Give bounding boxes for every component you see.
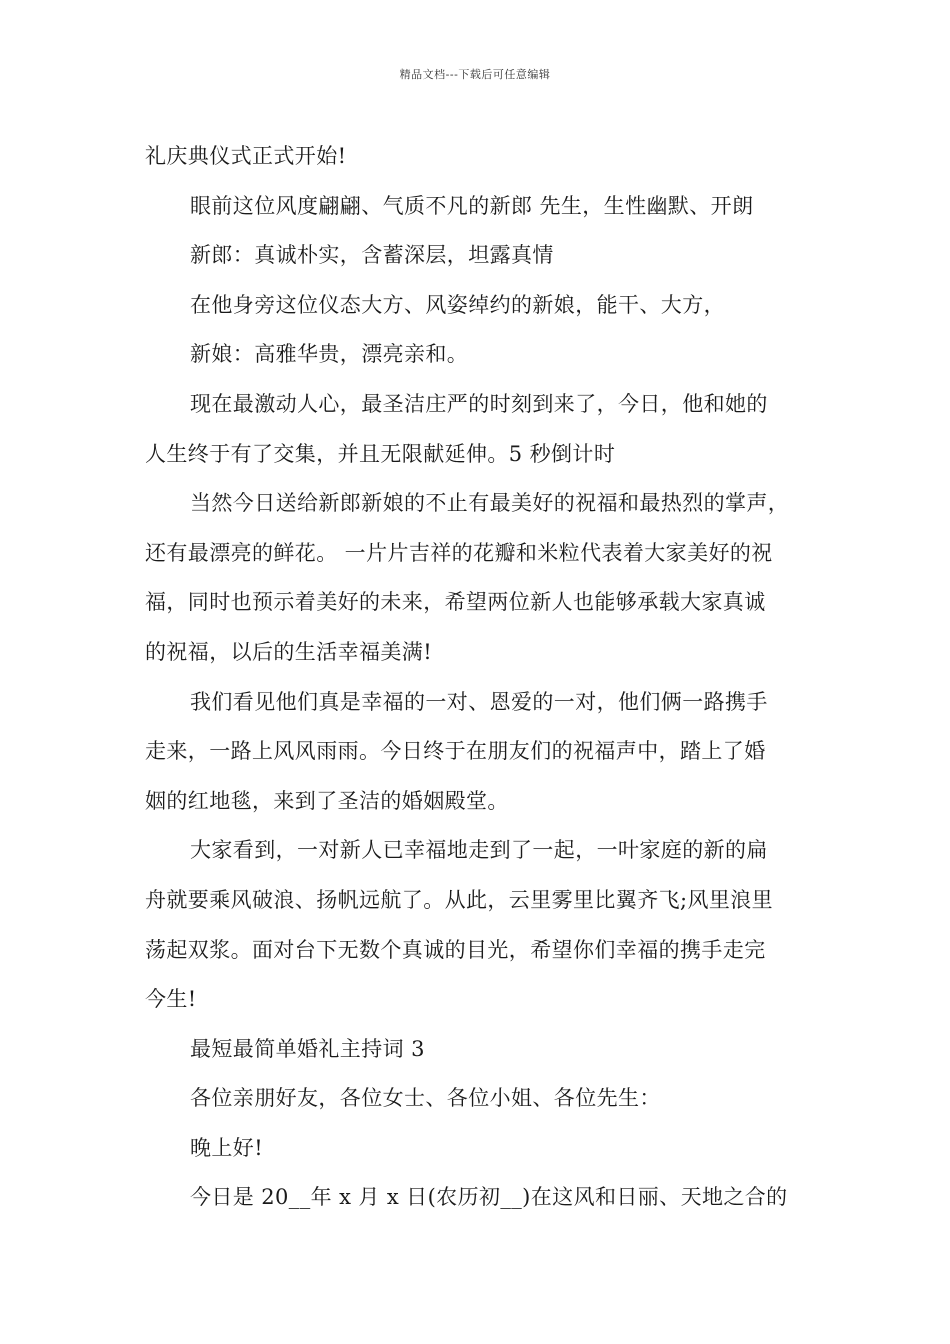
text-line: 晚上好! xyxy=(190,1135,264,1160)
text-line: 现在最激动人心，最圣洁庄严的时刻到来了，今日，他和她的 xyxy=(190,391,768,416)
text-line: 福，同时也预示着美好的未来，希望两位新人也能够承载大家真诚 xyxy=(145,590,766,615)
text-line: 还有最漂亮的鲜花。 一片片吉祥的花瓣和米粒代表着大家美好的祝 xyxy=(145,540,773,565)
text-line: 各位亲朋好友，各位女士、各位小姐、各位先生： xyxy=(190,1086,661,1111)
text-line: 荡起双浆。面对台下无数个真诚的目光，希望你们幸福的携手走完 xyxy=(145,937,766,962)
text-line: 人生终于有了交集，并且无限献延伸。5 秒倒计时 xyxy=(145,441,616,466)
text-line: 最短最简单婚礼主持词 3 xyxy=(190,1036,425,1061)
text-line: 眼前这位风度翩翩、气质不凡的新郎 先生，生性幽默、开朗 xyxy=(190,193,754,218)
text-line: 的祝福，以后的生活幸福美满! xyxy=(145,639,433,664)
text-line: 姻的红地毯，来到了圣洁的婚姻殿堂。 xyxy=(145,788,509,813)
document-body xyxy=(145,132,825,1223)
text-line: 今生! xyxy=(145,987,197,1012)
text-line: 大家看到，一对新人已幸福地走到了一起，一叶家庭的新的扁 xyxy=(190,838,768,863)
text-line: 新郎：真诚朴实，含蓄深层，坦露真情 xyxy=(190,243,554,268)
text-line: 我们看见他们真是幸福的一对、恩爱的一对，他们俩一路携手 xyxy=(190,689,768,714)
page-header: 精品文档---下载后可任意编辑 xyxy=(399,68,551,81)
text-line: 新娘：高雅华贵，漂亮亲和。 xyxy=(190,342,469,367)
text-line: 今日是 20__年 x 月 x 日(农历初__)在这风和日丽、天地之合的 xyxy=(190,1185,788,1210)
text-line: 在他身旁这位仪态大方、风姿绰约的新娘，能干、大方， xyxy=(190,292,725,317)
text-line: 礼庆典仪式正式开始! xyxy=(145,144,347,168)
text-line: 当然今日送给新郎新娘的不止有最美好的祝福和最热烈的掌声， xyxy=(190,491,790,516)
text-line: 走来，一路上风风雨雨。今日终于在朋友们的祝福声中，踏上了婚 xyxy=(145,739,766,764)
text-line: 舟就要乘风破浪、扬帆远航了。从此，云里雾里比翼齐飞;风里浪里 xyxy=(145,887,774,912)
